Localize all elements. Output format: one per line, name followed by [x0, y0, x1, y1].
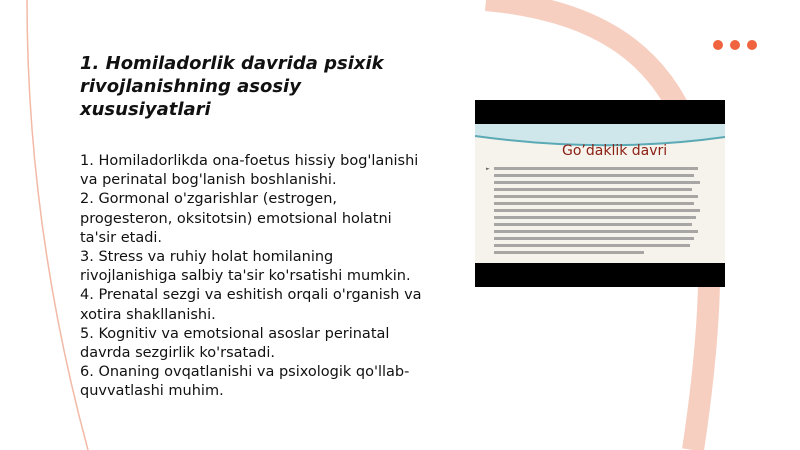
- text-line: [494, 216, 696, 219]
- dot: [713, 40, 723, 50]
- text-line: [494, 209, 700, 212]
- text-line: [494, 230, 698, 233]
- list-item: 1. Homiladorlikda ona-foetus hissiy bog'lanishi va perinatal bog'lanish boshlanishi.: [80, 153, 419, 189]
- embedded-slide-title: Go’daklik davri: [562, 143, 668, 159]
- slide-body: [80, 152, 430, 402]
- text-line: [494, 223, 692, 226]
- list-item: 4. Prenatal sezgi va eshitish orqali o'rganish va xotira shakllanishi.: [80, 287, 422, 323]
- dot: [747, 40, 757, 50]
- embedded-slide-image: [475, 100, 725, 287]
- slide-title: 1. Homiladorlik davrida psixik rivojlanishning asosiy xususiyatlari: [80, 53, 384, 120]
- list-item: 2. Gormonal o'zgarishlar (estrogen, progesteron, oksitotsin) emotsional holatni ta'sir etadi.: [80, 191, 392, 246]
- embedded-slide: [475, 124, 725, 263]
- text-line: [494, 251, 644, 254]
- dot: [730, 40, 740, 50]
- list-item: 5. Kognitiv va emotsional asoslar perinatal davrda sezgirlik ko'rsatadi.: [80, 325, 390, 362]
- text-line: [494, 237, 694, 240]
- text-line: [494, 188, 692, 191]
- text-line: [494, 202, 694, 205]
- three-dots-icon: [713, 40, 757, 50]
- text-line: [494, 181, 700, 184]
- list-item: 3. Stress va ruhiy holat homilaning rivojlanishiga salbiy ta'sir ko'rsatishi mumkin.: [80, 249, 411, 285]
- text-line: [494, 167, 698, 170]
- text-line: [494, 174, 694, 177]
- list-item: 6. Onaning ovqatlanishi va psixologik qo'llab-quvvatlashi muhim.: [80, 364, 410, 400]
- text-line: [494, 195, 698, 198]
- text-line: [494, 244, 690, 247]
- left-arc-line: [27, 0, 88, 450]
- bullet-icon: ►: [486, 166, 490, 172]
